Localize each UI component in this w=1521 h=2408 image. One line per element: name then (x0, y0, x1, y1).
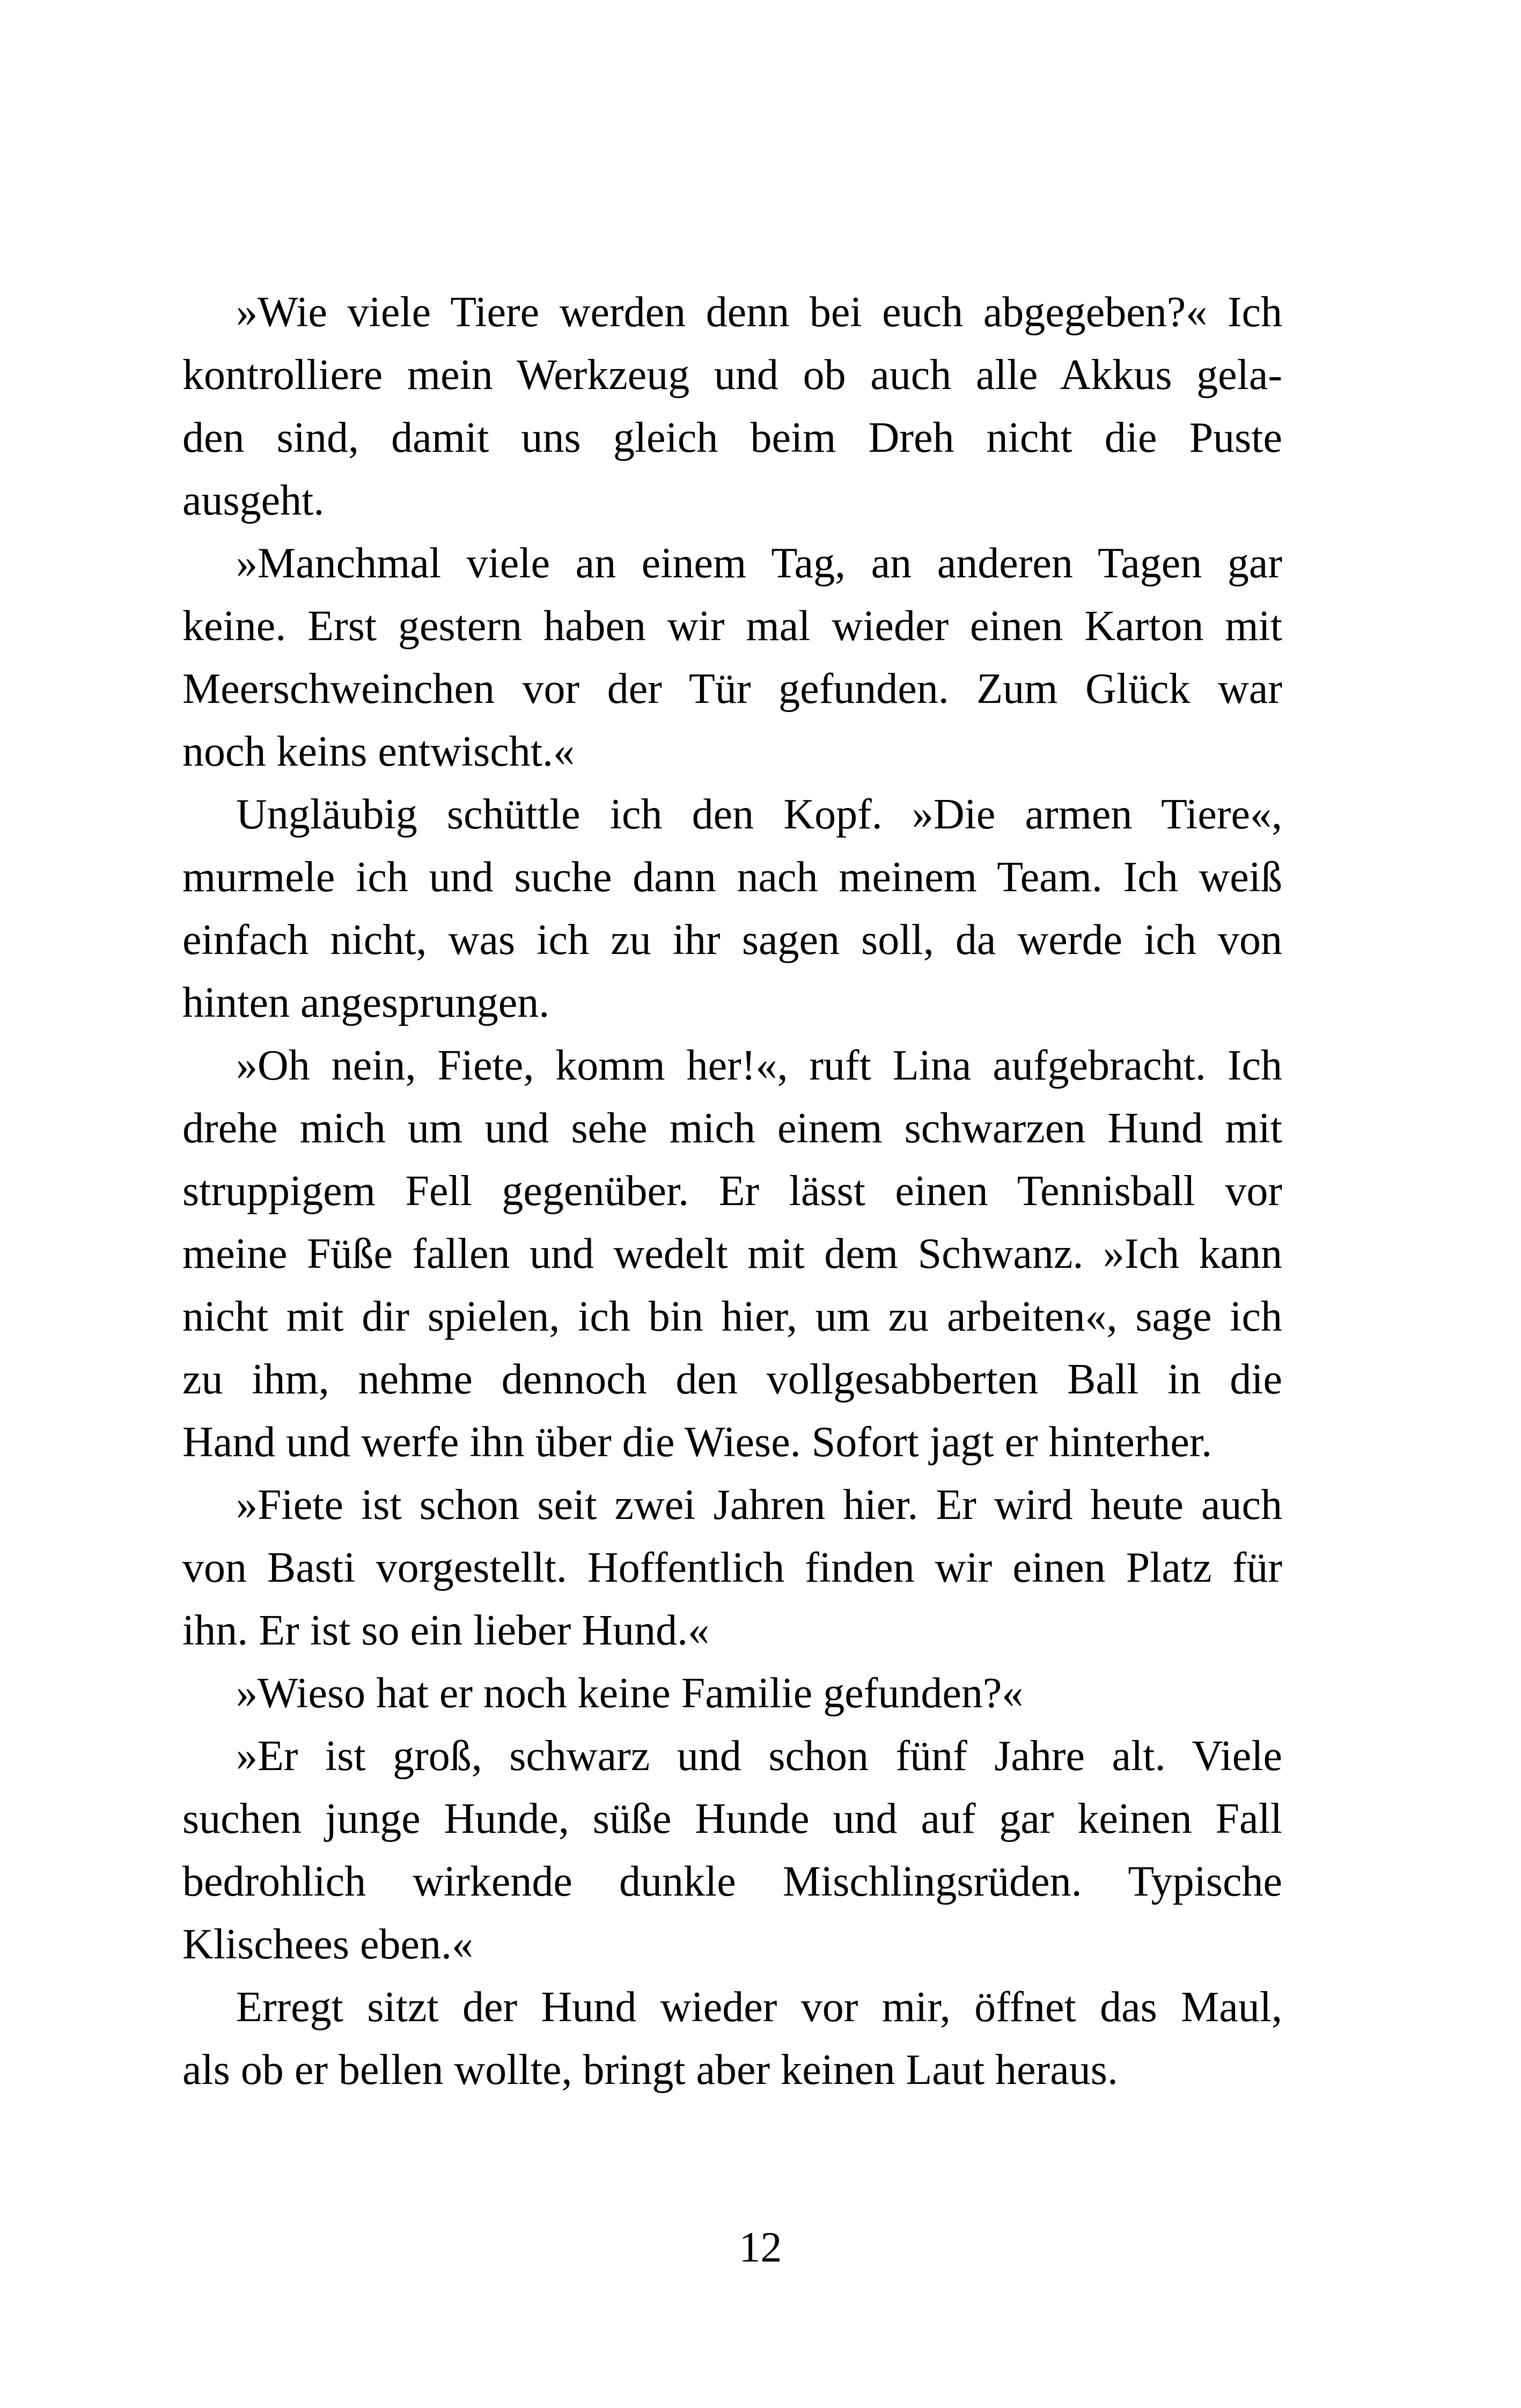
text-block (182, 281, 1282, 2102)
text-line: »Fiete ist schon seit zwei Jahren hier. Er wird heute auch (236, 1481, 1282, 1529)
text-line: »Er ist groß, schwarz und schon fünf Jahre alt. Viele (236, 1732, 1282, 1780)
text-line: noch keins entwischt.« (182, 728, 575, 775)
text-line: »Manchmal viele an einem Tag, an anderen Tagen gar (236, 540, 1282, 587)
text-line: kontrolliere mein Werkzeug und ob auch alle Akkus gela- (182, 351, 1282, 399)
text-line: »Oh nein, Fiete, komm her!«, ruft Lina aufgebracht. Ich (236, 1042, 1282, 1089)
paragraph (182, 1662, 1282, 1725)
text-line: »Wieso hat er noch keine Familie gefunden?« (236, 1670, 1024, 1717)
text-line: ihn. Er ist so ein lieber Hund.« (182, 1607, 710, 1654)
text-line: struppigem Fell gegenüber. Er lässt einen Tennisball vor (182, 1168, 1282, 1215)
text-line: Meerschweinchen vor der Tür gefunden. Zum Glück war (182, 665, 1282, 713)
text-line: »Wie viele Tiere werden denn bei euch abgegeben?« Ich (236, 289, 1282, 336)
text-line: Erregt sitzt der Hund wieder vor mir, öffnet das Maul, (236, 1984, 1282, 2031)
paragraph (182, 532, 1282, 783)
text-line: suchen junge Hunde, süße Hunde und auf gar keinen Fall (182, 1795, 1282, 1842)
text-line: von Basti vorgestellt. Hoffentlich finden wir einen Platz für (182, 1544, 1282, 1591)
text-line: zu ihm, nehme dennoch den vollgesabberten Ball in die (182, 1356, 1282, 1403)
page-number: 12 (739, 2224, 782, 2271)
text-line: Ungläubig schüttle ich den Kopf. »Die armen Tiere«, (236, 791, 1282, 838)
paragraph (182, 281, 1282, 532)
text-line: als ob er bellen wollte, bringt aber keinen Laut heraus. (182, 2046, 1118, 2094)
text-line: nicht mit dir spielen, ich bin hier, um zu arbeiten«, sage ich (182, 1293, 1282, 1340)
paragraph (182, 1474, 1282, 1662)
text-line: keine. Erst gestern haben wir mal wieder einen Karton mit (182, 603, 1282, 650)
paragraph (182, 1034, 1282, 1474)
text-line: meine Füße fallen und wedelt mit dem Schwanz. »Ich kann (182, 1230, 1282, 1278)
paragraph (182, 1976, 1282, 2102)
text-line: murmele ich und suche dann nach meinem Team. Ich weiß (182, 854, 1282, 901)
text-line: drehe mich um und sehe mich einem schwarzen Hund mit (182, 1105, 1282, 1152)
text-line: einfach nicht, was ich zu ihr sagen soll, da werde ich von (182, 916, 1282, 964)
paragraph (182, 1725, 1282, 1976)
text-line: ausgeht. (182, 477, 325, 524)
text-line: hinten angesprungen. (182, 979, 550, 1026)
text-line: bedrohlich wirkende dunkle Mischlingsrüden. Typische (182, 1858, 1282, 1905)
text-line: Klischees eben.« (182, 1921, 474, 1968)
text-line: Hand und werfe ihn über die Wiese. Sofort jagt er hinterher. (182, 1419, 1213, 1466)
text-line: den sind, damit uns gleich beim Dreh nicht die Puste (182, 414, 1282, 461)
paragraph (182, 783, 1282, 1034)
